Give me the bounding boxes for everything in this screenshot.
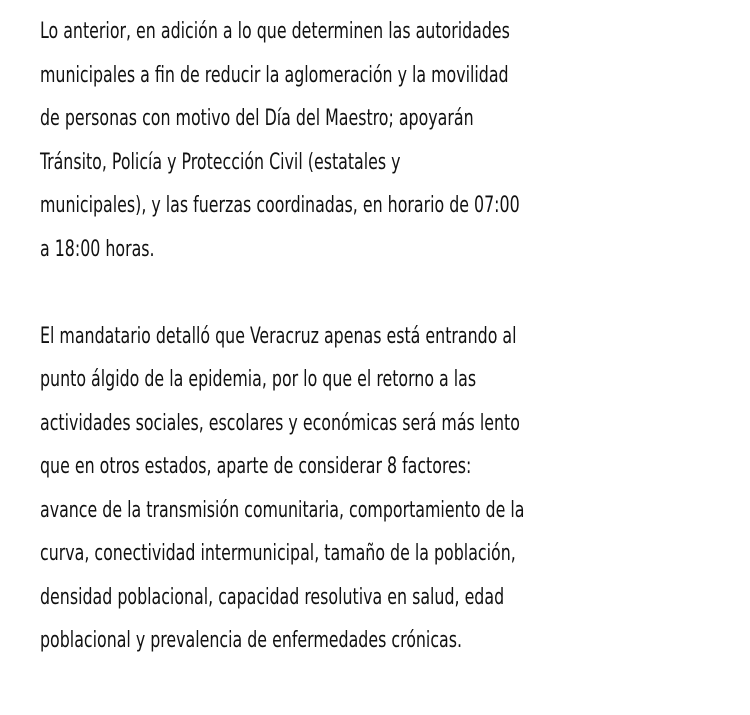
article-body bbox=[40, 10, 730, 663]
text-line: que en otros estados, aparte de considerar 8 factores: bbox=[40, 454, 472, 479]
text-line: actividades sociales, escolares y económicas será más lento bbox=[40, 410, 520, 436]
text-line: municipales), y las fuerzas coordinadas, en horario de 07:00 bbox=[40, 193, 520, 218]
text-line: a 18:00 horas. bbox=[40, 236, 155, 262]
text-line: curva, conectividad intermunicipal, tamaño de la población, bbox=[40, 541, 516, 566]
text-line: poblacional y prevalencia de enfermedades crónicas. bbox=[40, 628, 463, 653]
paragraph-1 bbox=[40, 10, 730, 271]
text-line: Lo anterior, en adición a lo que determinen las autoridades bbox=[40, 19, 510, 44]
paragraph-spacer bbox=[40, 271, 730, 315]
paragraph-2 bbox=[40, 315, 730, 663]
text-line: punto álgido de la epidemia, por lo que el retorno a las bbox=[40, 367, 477, 392]
text-line: municipales a fin de reducir la aglomeración y la movilidad bbox=[40, 62, 509, 88]
text-line: avance de la transmisión comunitaria, comportamiento de la bbox=[40, 497, 525, 523]
text-line: de personas con motivo del Día del Maestro; apoyarán bbox=[40, 106, 474, 131]
text-line: Tránsito, Policía y Protección Civil (estatales y bbox=[40, 149, 401, 175]
text-line: El mandatario detalló que Veracruz apenas está entrando al bbox=[40, 323, 517, 349]
text-line: densidad poblacional, capacidad resolutiva en salud, edad bbox=[40, 584, 505, 610]
